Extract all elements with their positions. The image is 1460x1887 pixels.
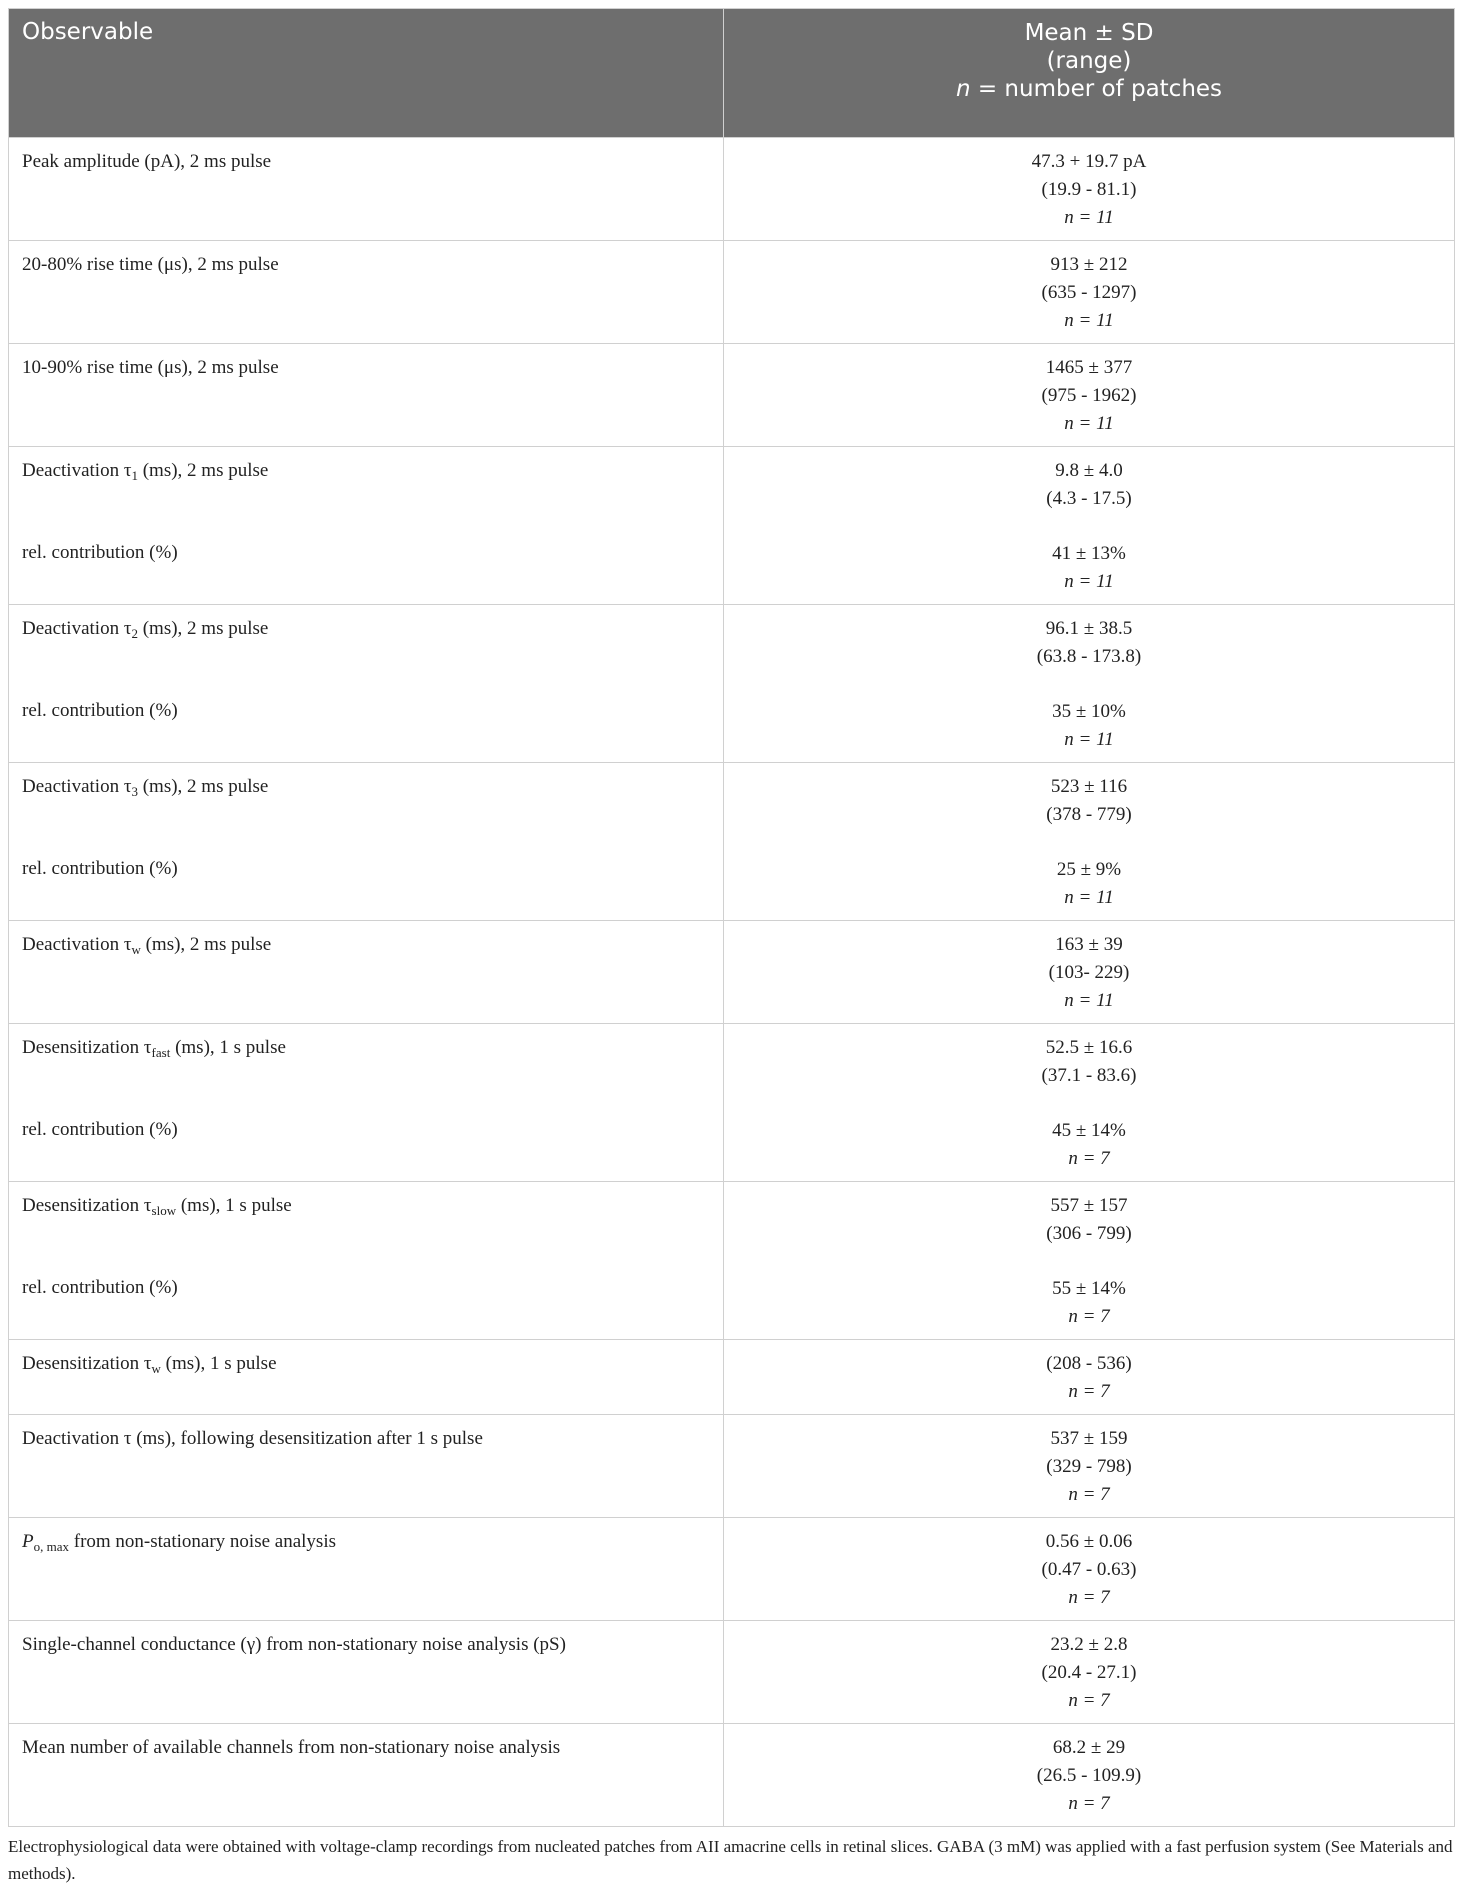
n-value: n = 11 [1064,310,1114,331]
rel-contribution-label: rel. contribution (%) [22,700,178,721]
table-row [9,1621,1455,1724]
mean-value: 9.8 ± 4.0 [1055,460,1123,481]
row-label-text: Deactivation $\tau_1$ (ms), 2 ms pulse [22,460,269,483]
row-label-text: Desensitization $\tau_{slow}$ (ms), 1 s pulse [22,1195,292,1218]
header-row [9,9,1455,138]
row-label [9,1724,724,1827]
row-label [9,447,724,605]
row-value [724,1340,1455,1415]
row-label [9,138,724,241]
row-value [724,1415,1455,1518]
table-row [9,1518,1455,1621]
rel-contribution-label: rel. contribution (%) [22,1277,178,1298]
table-row [9,1024,1455,1182]
mean-value: 52.5 ± 16.6 [1045,1037,1133,1058]
range-value: (306 - 799) [1046,1223,1132,1244]
mean-value: 0.56 ± 0.06 [1045,1531,1133,1552]
row-label-text: Single-channel conductance (γ) from non-stationary noise analysis (pS) [22,1634,566,1655]
n-value: n = 11 [1064,729,1114,750]
row-value [724,447,1455,605]
header-mean-sd [724,9,1455,138]
range-value: (37.1 - 83.6) [1041,1065,1137,1086]
row-label-text: Deactivation $\tau_3$ (ms), 2 ms pulse [22,776,269,799]
rel-contribution-value: 41 ± 13% [1052,543,1126,564]
table-row [9,1724,1455,1827]
range-value: (975 - 1962) [1041,385,1137,406]
row-label-text: $P_{o, max}$ from non-stationary noise analysis [22,1531,337,1554]
n-value: n = 7 [1068,1148,1110,1169]
n-value: n = 7 [1068,1793,1110,1814]
mean-value: 1465 ± 377 [1045,357,1133,378]
row-value [724,1182,1455,1340]
row-label [9,344,724,447]
table-page [8,8,1454,1887]
range-value: (20.4 - 27.1) [1041,1662,1137,1683]
data-table [8,8,1455,1827]
n-value: n = 7 [1068,1306,1110,1327]
table-body [9,138,1455,1827]
row-label [9,1621,724,1724]
row-label [9,1415,724,1518]
range-value: (4.3 - 17.5) [1046,488,1132,509]
row-value [724,138,1455,241]
row-label [9,1024,724,1182]
mean-value: 537 ± 159 [1050,1428,1128,1449]
range-value: (19.9 - 81.1) [1041,179,1137,200]
header-n-line [724,75,1454,103]
mean-value: 47.3 + 19.7 pA [1031,151,1147,172]
rel-contribution-label: rel. contribution (%) [22,542,178,563]
n-value: n = 7 [1068,1381,1110,1402]
n-value: n = 11 [1064,207,1114,228]
rel-contribution-value: 25 ± 9% [1056,859,1122,880]
table-row [9,763,1455,921]
mean-value: 68.2 ± 29 [1052,1737,1126,1758]
header-n-symbol: n [955,76,971,102]
table-row [9,1415,1455,1518]
row-label-text: Deactivation τ (ms), following desensitization after 1 s pulse [22,1428,483,1449]
range-value: (208 - 536) [1046,1353,1132,1374]
mean-value: 913 ± 212 [1050,254,1128,275]
row-label [9,1340,724,1415]
header-observable: Observable [9,9,724,138]
rel-contribution-value: 35 ± 10% [1052,701,1126,722]
table-row [9,1182,1455,1340]
mean-value: 523 ± 116 [1050,776,1128,797]
row-value [724,1724,1455,1827]
table-row [9,605,1455,763]
mean-value: 557 ± 157 [1050,1195,1128,1216]
range-value: (26.5 - 109.9) [1036,1765,1142,1786]
rel-contribution-label: rel. contribution (%) [22,858,178,879]
table-row [9,1340,1455,1415]
row-label-text: Peak amplitude (pA), 2 ms pulse [22,151,272,172]
row-label [9,921,724,1024]
header-n-text: = number of patches [970,76,1223,102]
row-value [724,605,1455,763]
row-label-text: Deactivation $\tau_2$ (ms), 2 ms pulse [22,618,269,641]
row-value [724,344,1455,447]
table-row [9,921,1455,1024]
n-value: n = 11 [1064,571,1114,592]
table-header [9,9,1455,138]
row-value [724,921,1455,1024]
n-value: n = 7 [1068,1587,1110,1608]
range-value: (0.47 - 0.63) [1041,1559,1137,1580]
n-value: n = 11 [1064,413,1114,434]
header-range-line: (range) [1046,48,1132,74]
range-value: (635 - 1297) [1041,282,1137,303]
row-label-text: Desensitization $\tau_{fast}$ (ms), 1 s pulse [22,1037,286,1060]
rel-contribution-label: rel. contribution (%) [22,1119,178,1140]
row-value [724,1518,1455,1621]
header-mean-sd-line: Mean ± SD [1024,20,1154,46]
table-row [9,447,1455,605]
row-label-text: Mean number of available channels from non-stationary noise analysis [22,1737,561,1758]
range-value: (103- 229) [1048,962,1130,983]
row-label-text: Deactivation $\tau_w$ (ms), 2 ms pulse [22,934,272,957]
row-label [9,763,724,921]
mean-value: 163 ± 39 [1055,934,1123,955]
table-row [9,344,1455,447]
row-label-text: Desensitization $\tau_w$ (ms), 1 s pulse [22,1353,277,1376]
table-row [9,241,1455,344]
range-value: (329 - 798) [1046,1456,1132,1477]
row-label [9,1518,724,1621]
range-value: (63.8 - 173.8) [1036,646,1142,667]
row-value [724,1024,1455,1182]
mean-value: 23.2 ± 2.8 [1050,1634,1128,1655]
rel-contribution-value: 45 ± 14% [1052,1120,1126,1141]
n-value: n = 11 [1064,887,1114,908]
rel-contribution-value: 55 ± 14% [1052,1278,1126,1299]
row-label [9,605,724,763]
row-value [724,241,1455,344]
table-row [9,138,1455,241]
row-label [9,1182,724,1340]
n-value: n = 7 [1068,1484,1110,1505]
mean-value: 96.1 ± 38.5 [1045,618,1133,639]
row-value [724,763,1455,921]
row-label-text: 10-90% rise time (μs), 2 ms pulse [22,357,279,378]
n-value: n = 7 [1068,1690,1110,1711]
table-footnote: Electrophysiological data were obtained with voltage-clamp recordings from nucleated patches from AII amacrine cells in retinal slices. GABA (3 mM) was applied with a fast perfusion system (See Materials and methods). [8,1837,1453,1883]
row-label [9,241,724,344]
n-value: n = 11 [1064,990,1114,1011]
row-value [724,1621,1455,1724]
range-value: (378 - 779) [1046,804,1132,825]
row-label-text: 20-80% rise time (μs), 2 ms pulse [22,254,279,275]
